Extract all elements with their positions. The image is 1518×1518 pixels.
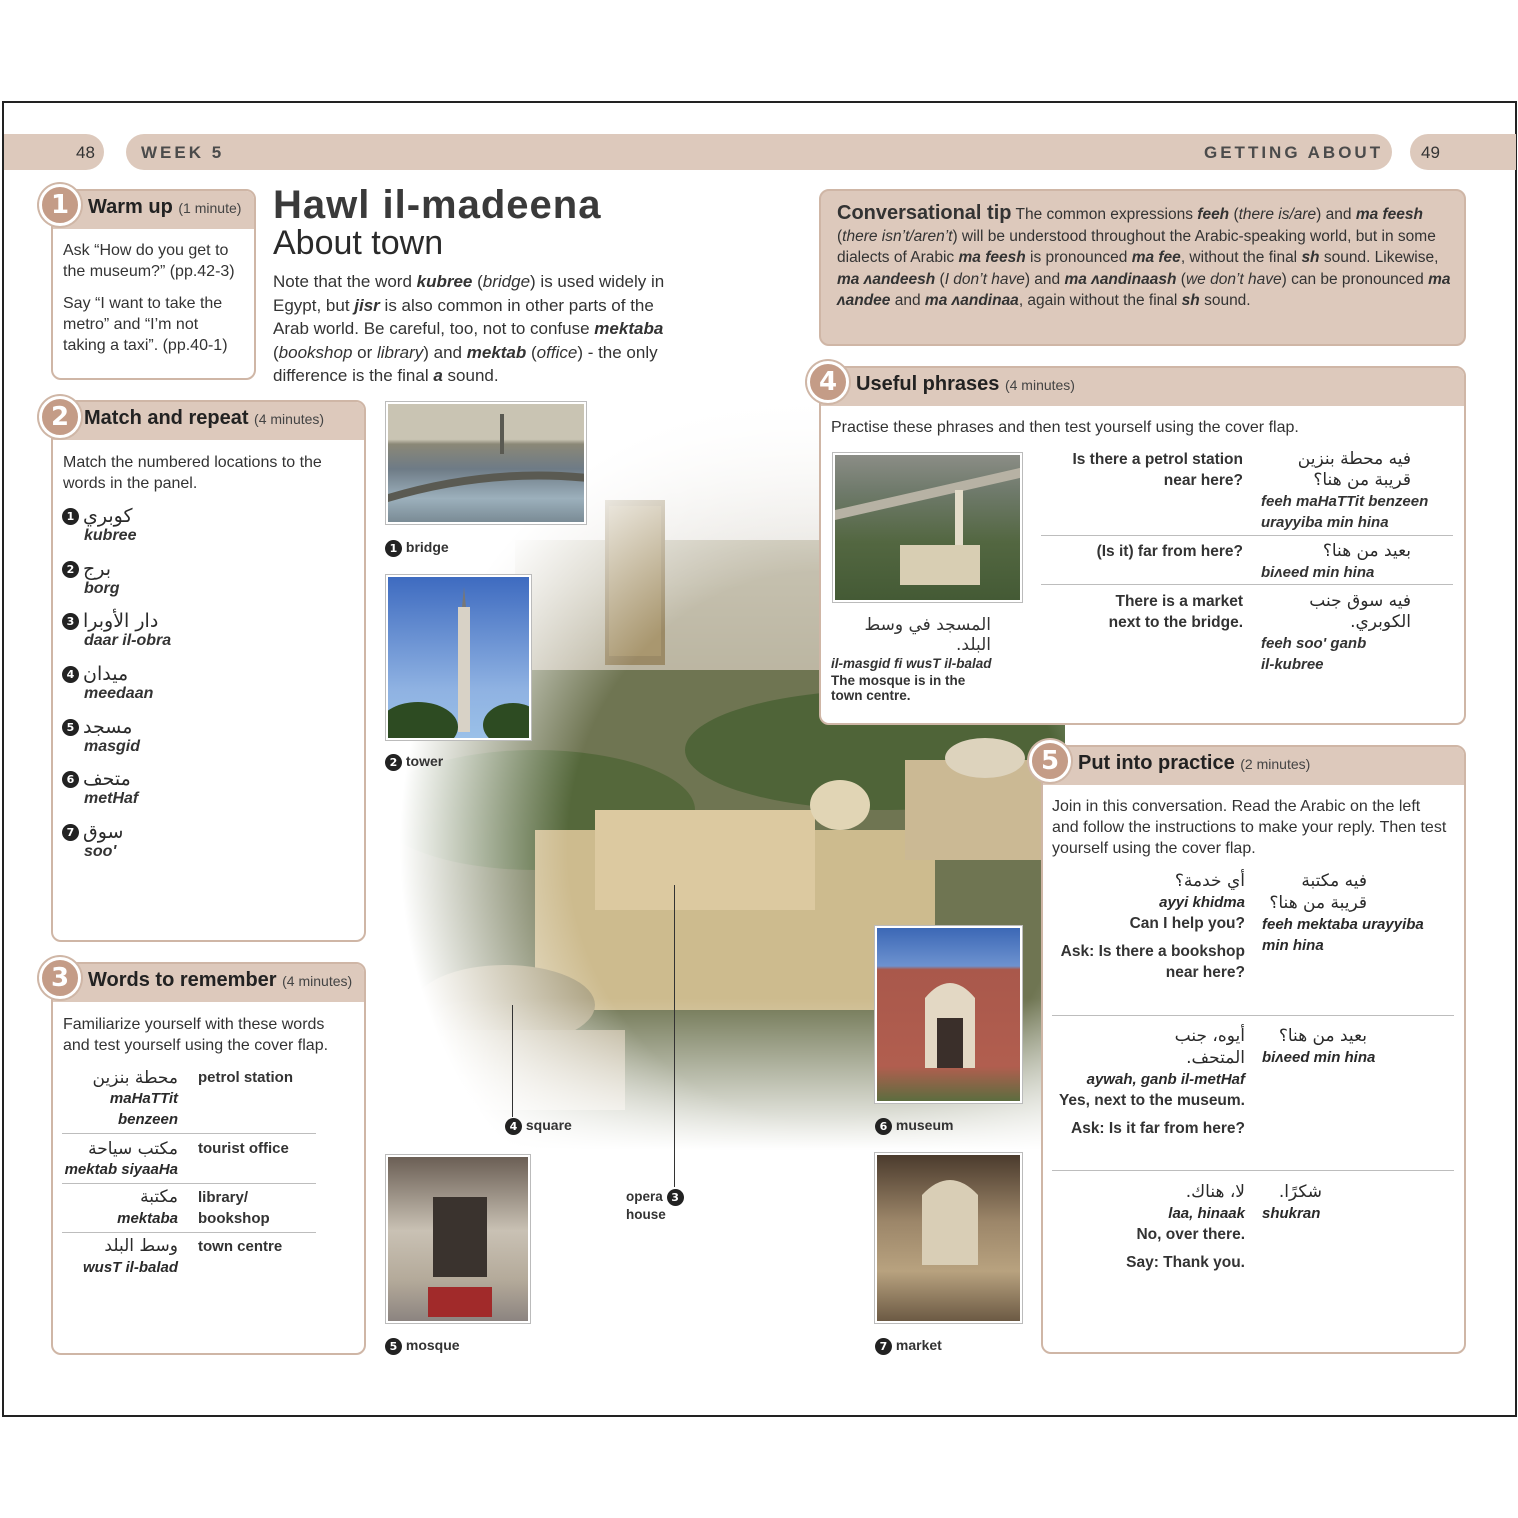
tower-photo	[386, 575, 531, 740]
intro-paragraph: Note that the word kubree (bridge) is used widely in Egypt, but jisr is also common in other parts of the Arab world. Be careful, too, not to confuse mektaba (bookshop or library) and mektab (office) - the only difference is the final a sound.	[273, 272, 665, 385]
opera-caption: opera 3 house	[626, 1188, 684, 1223]
match-item: 2 برج borg	[62, 558, 120, 598]
conversational-tip-text: Conversational tip The common expressions feeh (there is/are) and ma feesh (there isn’t/aren’t) will be understood throughout the Arabic-speaking world, but in some dialects of Arabic ma feesh is pronounced ma fee, without the final sh sound. Likewise, ma ʌandeesh (I don’t have) and ma ʌandinaash (we don’t have) can be pronounced ma ʌandee and ma ʌandinaa, again without the final sh sound.	[837, 202, 1451, 309]
put-into-practice-title: Put into practice (2 minutes)	[1078, 752, 1311, 774]
conversation-turn-1: أي خدمة؟ ayyi khidma Can I help you? Ask: Is there a bookshop near here? فيه مكتبة قريبة من هنا؟ feeh mektaba urayyiba min hina	[1052, 870, 1454, 1016]
step-3-badge: 3	[39, 957, 81, 999]
page-title-translit: Hawl il-madeena	[273, 183, 602, 227]
word-row: مكتبة mektaba library/ bookshop	[62, 1187, 316, 1233]
match-repeat-title: Match and repeat (4 minutes)	[84, 407, 325, 429]
match-item: 6 متحف metHaf	[62, 768, 138, 808]
step-5-badge: 5	[1029, 740, 1071, 782]
bridge-caption: 1 bridge	[385, 539, 449, 557]
match-item: 1 كوبري kubree	[62, 505, 136, 545]
warm-up-title: Warm up (1 minute)	[88, 196, 242, 218]
phrase-row: (Is it) far from here? بعيد من هنا؟ biʌeed min hina	[1041, 539, 1453, 585]
mosque-photo-caption: المسجد في وسط البلد. il-masgid fi wusT il-balad The mosque is in the town centre.	[831, 615, 992, 703]
page-title-english: About town	[273, 224, 444, 262]
word-row: وسط البلد wusT il-balad town centre	[82, 1236, 283, 1276]
match-item: 3 دار الأوبرا daar il-obra	[62, 610, 171, 650]
practice-instruction: Join in this conversation. Read the Arabic on the left and follow the instructions to make your reply. Then test yourself using the cover flap.	[1052, 798, 1447, 857]
tower-caption: 2 tower	[385, 753, 443, 771]
section-title: GETTING ABOUT	[1204, 143, 1384, 162]
museum-photo	[875, 926, 1022, 1103]
square-caption: 4 square	[505, 1117, 572, 1135]
useful-phrases-title: Useful phrases (4 minutes)	[856, 373, 1075, 395]
match-item: 7 سوق soo'	[62, 821, 123, 861]
mosque-caption: 5 mosque	[385, 1337, 460, 1355]
market-caption: 7 market	[875, 1337, 942, 1355]
match-item: 4 ميدان meedaan	[62, 663, 153, 703]
match-instruction: Match the numbered locations to the words in the panel.	[63, 454, 322, 492]
warm-up-text-1: Ask “How do you get to the museum?” (pp.42-3)	[63, 242, 235, 280]
section-band	[126, 134, 1392, 170]
warm-up-text-2: Say “I want to take the metro” and “I’m not taking a taxi”. (pp.40-1)	[63, 295, 228, 354]
left-page-number: 48	[76, 143, 95, 162]
step-2-badge: 2	[39, 396, 81, 438]
mosque-photo	[386, 1155, 530, 1323]
square-leader-line	[512, 1005, 513, 1117]
step-1-badge: 1	[39, 184, 81, 226]
phrase-row: Is there a petrol station near here? فيه محطة بنزين قريبة من هنا؟ feeh maHaTTit benzeen urayyiba min hina	[1041, 447, 1453, 536]
words-title: Words to remember (4 minutes)	[88, 969, 353, 991]
week-label: WEEK 5	[141, 143, 225, 162]
word-row: مكتب سياحة mektab siyaaHa tourist office	[62, 1137, 316, 1184]
opera-leader-line	[674, 885, 675, 1187]
museum-caption: 6 museum	[875, 1117, 953, 1135]
right-page-number: 49	[1421, 143, 1440, 162]
step-4-badge: 4	[807, 361, 849, 403]
mosque-aerial-photo	[833, 453, 1022, 602]
words-instruction: Familiarize yourself with these words and test yourself using the cover flap.	[63, 1016, 329, 1054]
match-item: 5 مسجد masgid	[62, 716, 140, 756]
useful-phrases-instruction: Practise these phrases and then test yourself using the cover flap.	[831, 419, 1299, 436]
conversation-turn-3: لا، هناك. laa, hinaak No, over there. Say: Thank you. شكرًا. shukran	[1126, 1182, 1322, 1271]
market-photo	[875, 1153, 1022, 1323]
bridge-photo	[386, 402, 586, 524]
phrase-row: There is a market next to the bridge. فيه سوق جنب الكوبري. feeh soo' ganb il-kubree	[1108, 591, 1411, 673]
conversation-turn-2: أيوه، جنب المتحف. aywah, ganb il-metHaf Yes, next to the museum. Ask: Is it far from here? بعيد من هنا؟ biʌeed min hina	[1052, 1025, 1454, 1171]
word-row: محطة بنزين maHaTTit benzeen petrol station	[62, 1066, 316, 1134]
